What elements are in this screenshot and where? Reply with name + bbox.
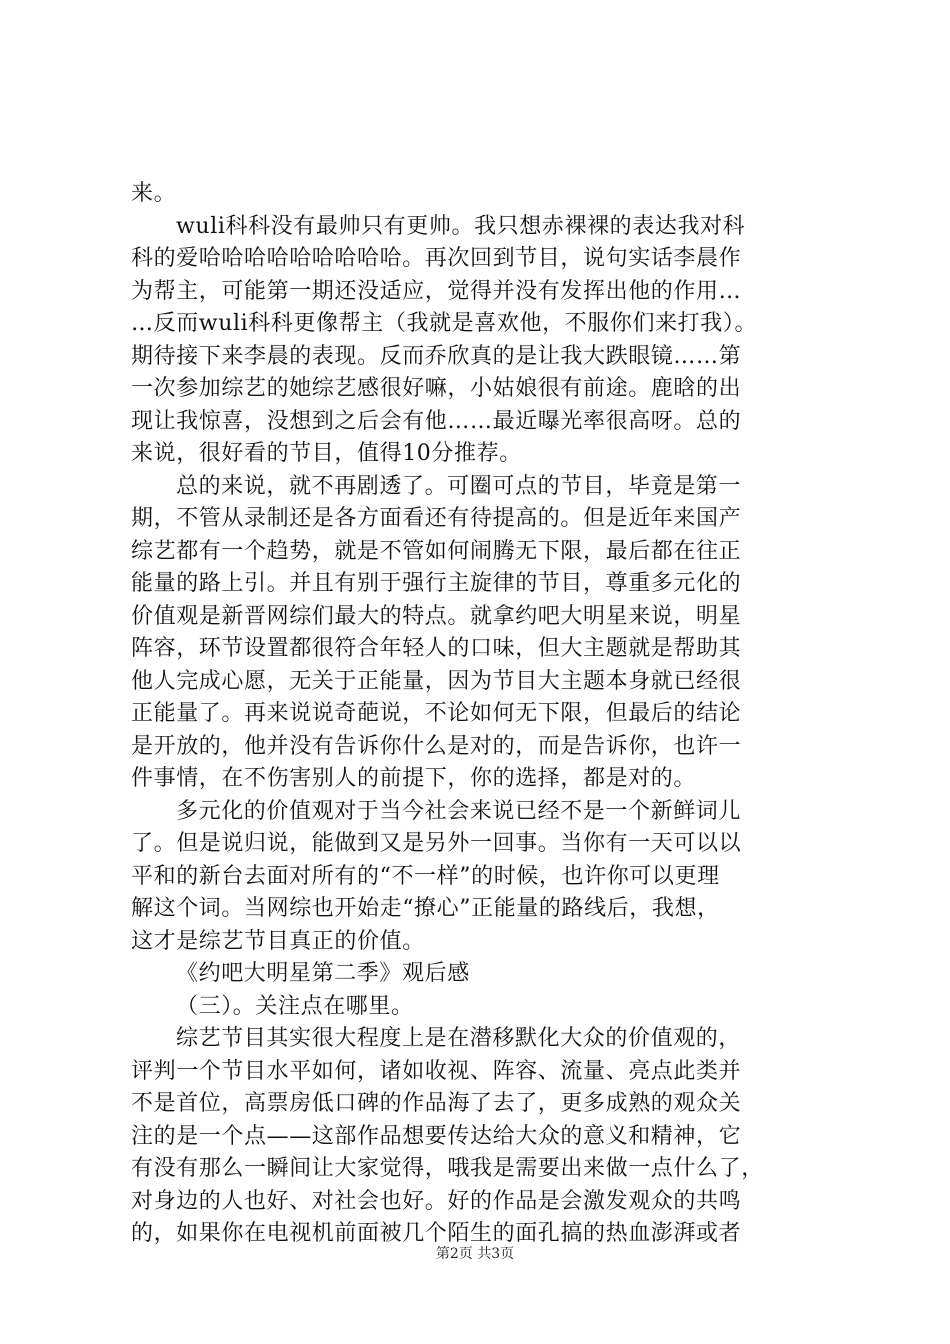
document-body	[131, 178, 851, 1251]
text-line: 多元化的价值观对于当今社会来说已经不是一个新鲜词儿	[176, 798, 742, 824]
text-line: 不是首位，高票房低口碑的作品海了去了，更多成熟的观众关	[131, 1091, 742, 1116]
text-line: 总的来说，就不再剧透了。可圈可点的节目，毕竟是第一	[176, 473, 742, 499]
section-title-line: 《约吧大明星第二季》观后感	[176, 961, 470, 986]
text-line: 价值观是新晋网综们最大的特点。就拿约吧大明星来说，明星	[131, 603, 742, 629]
text-line: 是开放的，他并没有告诉你什么是对的，而是告诉你，也许一	[131, 733, 742, 759]
text-line: 期，不管从录制还是各方面看还有待提高的。但是近年来国产	[131, 506, 742, 531]
text-line: 这才是综艺节目真正的价值。	[131, 928, 425, 954]
page-number-footer: 第2页 共3页	[435, 1246, 515, 1262]
text-line: 综艺节目其实很大程度上是在潜移默化大众的价值观的，	[176, 1026, 742, 1051]
text-line: 正能量了。再来说说奇葩说，不论如何无下限，但最后的结论	[131, 701, 742, 726]
text-line: 阵容，环节设置都很符合年轻人的口味，但大主题就是帮助其	[131, 636, 742, 661]
text-line: 现让我惊喜，没想到之后会有他……最近曝光率很高呀。总的	[131, 408, 742, 434]
text-line: 科的爱哈哈哈哈哈哈哈哈哈。再次回到节目，说句实话李晨作	[131, 246, 742, 271]
text-line: 期待接下来李晨的表现。反而乔欣真的是让我大跌眼镜……第	[131, 343, 742, 369]
text-line: 他人完成心愿，无关于正能量，因为节目大主题本身就已经很	[131, 668, 742, 694]
text-line: 有没有那么一瞬间让大家觉得，哦我是需要出来做一点什么了，	[131, 1156, 764, 1181]
text-line: 了。但是说归说，能做到又是另外一回事。当你有一天可以以	[131, 831, 742, 856]
text-line: 一次参加综艺的她综艺感很好嘛，小姑娘很有前途。鹿晗的出	[131, 376, 742, 401]
text-line: 解这个词。当网综也开始走“撩心”正能量的路线后，我想，	[131, 896, 720, 921]
text-line: 注的是一个点——这部作品想要传达给大众的意义和精神，它	[131, 1123, 742, 1149]
text-line: 的，如果你在电视机前面被几个陌生的面孔搞的热血澎湃或者	[131, 1221, 742, 1246]
text-line: 能量的路上引。并且有别于强行主旋律的节目，尊重多元化的	[131, 571, 742, 596]
section-heading-line: （三）。关注点在哪里。	[176, 993, 414, 1019]
text-line: wuli科科没有最帅只有更帅。我只想赤裸裸的表达我对科	[176, 213, 746, 239]
text-line: 件事情，在不伤害别人的前提下，你的选择，都是对的。	[131, 766, 697, 791]
text-line: 来。	[131, 181, 177, 206]
text-line: 为帮主，可能第一期还没适应，觉得并没有发挥出他的作用…	[131, 278, 742, 304]
text-line: 来说，很好看的节目，值得10分推荐。	[131, 441, 522, 466]
text-line: 综艺都有一个趋势，就是不管如何闹腾无下限，最后都在往正	[131, 538, 742, 564]
text-line: 平和的新台去面对所有的“不一样”的时候，也许你可以更理	[131, 863, 720, 889]
text-line: …反而wuli科科更像帮主（我就是喜欢他，不服你们来打我）。	[131, 311, 758, 336]
text-line: 评判一个节目水平如何，诸如收视、阵容、流量、亮点此类并	[131, 1058, 742, 1084]
text-line: 对身边的人也好、对社会也好。好的作品是会激发观众的共鸣	[131, 1188, 742, 1214]
